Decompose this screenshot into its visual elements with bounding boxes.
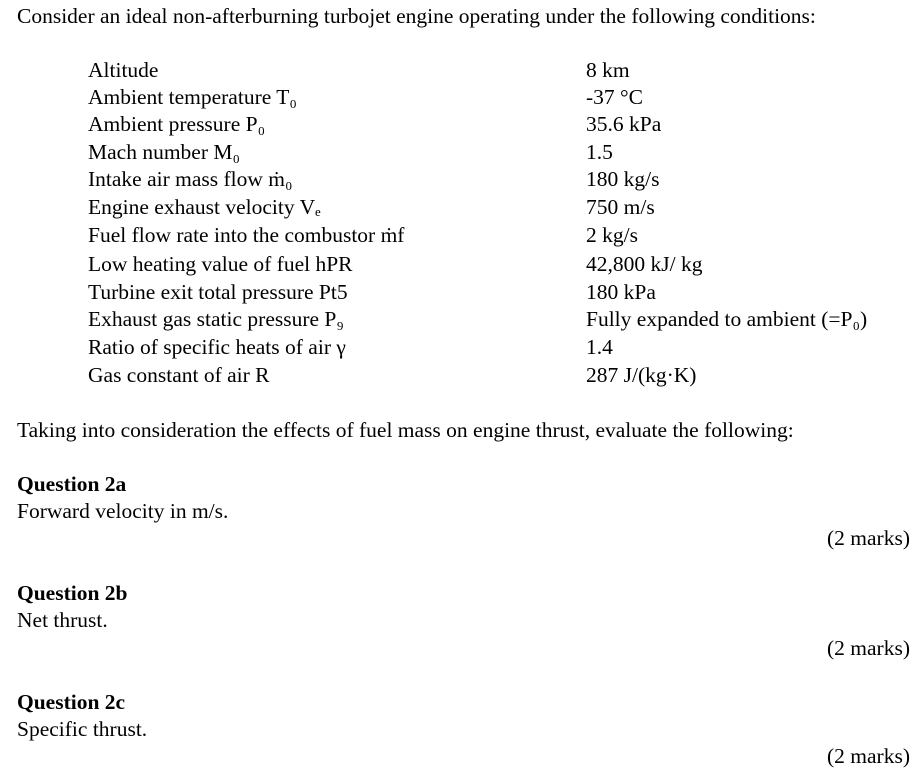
question-2c-text: Specific thrust. bbox=[17, 717, 148, 741]
question-2b-title: Question 2b bbox=[17, 581, 128, 605]
question-2c-title: Question 2c bbox=[17, 690, 126, 714]
param-label-intake-air-mass-flow: Intake air mass flow ṁ₀ bbox=[88, 167, 293, 191]
param-value-mach-number: 1.5 bbox=[586, 140, 613, 164]
question-2a-text: Forward velocity in m/s. bbox=[17, 499, 229, 523]
param-label-specific-heats-ratio: Ratio of specific heats of air γ bbox=[88, 335, 346, 359]
question-2a-marks: (2 marks) bbox=[827, 526, 910, 550]
evaluate-instruction: Taking into consideration the effects of fuel mass on engine thrust, evaluate the following: bbox=[17, 418, 794, 442]
param-label-heating-value: Low heating value of fuel hPR bbox=[88, 252, 353, 276]
param-label-ambient-temperature: Ambient temperature T₀ bbox=[88, 85, 297, 109]
question-2c-marks: (2 marks) bbox=[827, 744, 910, 768]
param-label-altitude: Altitude bbox=[88, 58, 159, 82]
param-label-mach-number: Mach number M₀ bbox=[88, 140, 240, 164]
param-value-altitude: 8 km bbox=[586, 58, 630, 82]
param-value-ambient-pressure: 35.6 kPa bbox=[586, 112, 662, 136]
param-label-ambient-pressure: Ambient pressure P₀ bbox=[88, 112, 266, 136]
question-2b-marks: (2 marks) bbox=[827, 636, 910, 660]
param-label-gas-constant: Gas constant of air R bbox=[88, 363, 270, 387]
question-2a-title: Question 2a bbox=[17, 472, 127, 496]
param-label-exhaust-velocity: Engine exhaust velocity Vₑ bbox=[88, 195, 321, 219]
param-value-exhaust-velocity: 750 m/s bbox=[586, 195, 655, 219]
param-value-exhaust-static-pressure: Fully expanded to ambient (=P₀) bbox=[586, 307, 868, 331]
param-value-intake-air-mass-flow: 180 kg/s bbox=[586, 167, 660, 191]
intro-text: Consider an ideal non-afterburning turbojet engine operating under the following conditions: bbox=[17, 4, 816, 28]
param-value-turbine-exit-pressure: 180 kPa bbox=[586, 280, 656, 304]
param-value-specific-heats-ratio: 1.4 bbox=[586, 335, 613, 359]
param-value-heating-value: 42,800 kJ/ kg bbox=[586, 252, 703, 276]
param-label-turbine-exit-pressure: Turbine exit total pressure Pt5 bbox=[88, 280, 348, 304]
param-label-fuel-flow-rate: Fuel flow rate into the combustor ṁf bbox=[88, 223, 405, 247]
param-value-ambient-temperature: -37 °C bbox=[586, 85, 643, 109]
param-value-gas-constant: 287 J/(kg·K) bbox=[586, 363, 697, 387]
param-label-exhaust-static-pressure: Exhaust gas static pressure P₉ bbox=[88, 307, 344, 331]
param-value-fuel-flow-rate: 2 kg/s bbox=[586, 223, 638, 247]
question-2b-text: Net thrust. bbox=[17, 608, 108, 632]
